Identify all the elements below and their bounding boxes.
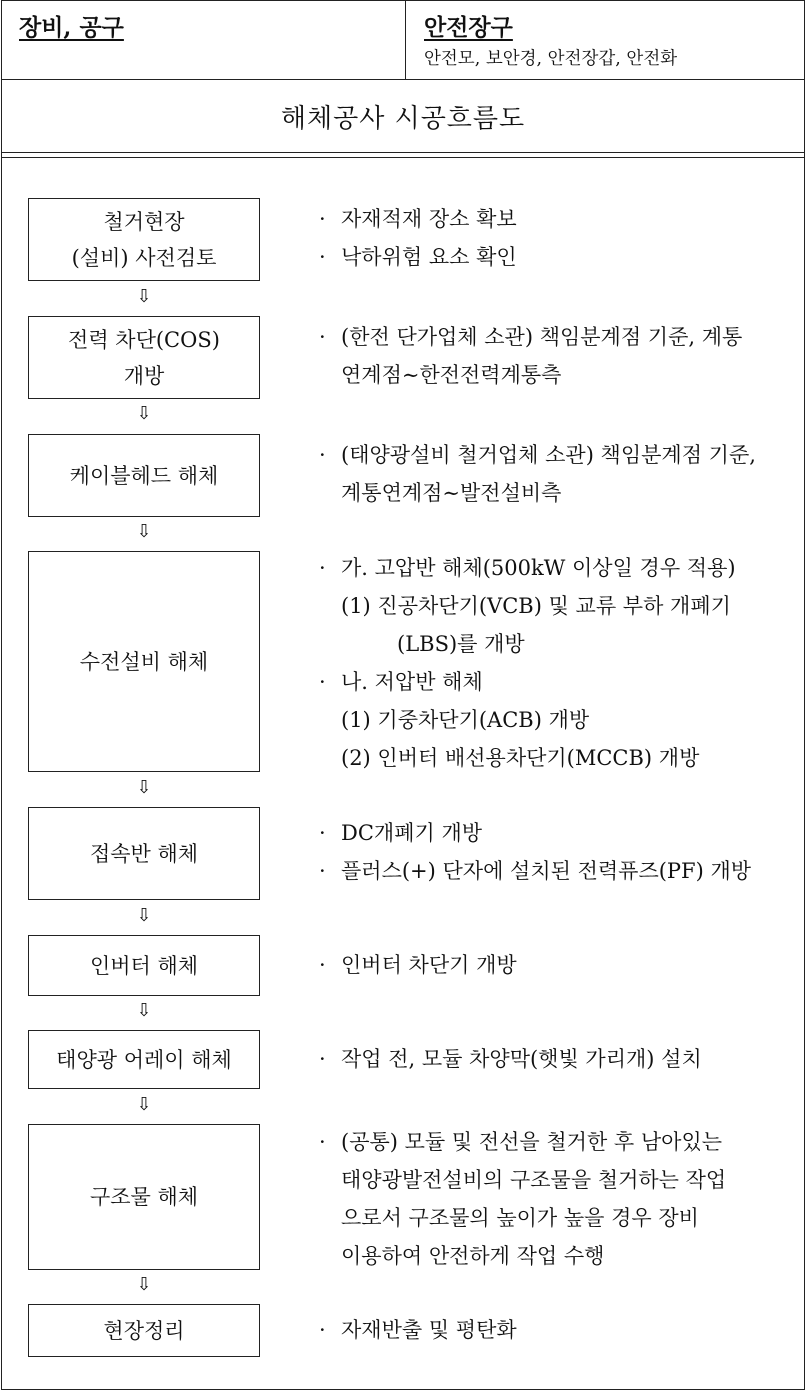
bullet: · bbox=[319, 953, 326, 977]
desc-line: (2) 인버터 배선용차단기(MCCB) 개방 bbox=[341, 746, 700, 770]
desc-line: (태양광설비 철거업체 소관) 책임분계점 기준, bbox=[341, 443, 756, 467]
safety-gear-title: 안전장구 bbox=[424, 14, 513, 41]
desc-line: 으로서 구조물의 높이가 높을 경우 장비 bbox=[341, 1206, 699, 1230]
step-desc-receiving-equipment bbox=[319, 549, 736, 777]
step-desc-cable-head bbox=[319, 436, 756, 512]
bullet: · bbox=[319, 859, 326, 883]
desc-line: 작업 전, 모듈 차양막(햇빛 가리개) 설치 bbox=[341, 1047, 702, 1071]
bullet: · bbox=[319, 325, 326, 349]
step-box-site-cleanup bbox=[28, 1304, 260, 1357]
bullet: · bbox=[319, 821, 326, 845]
header-safety-gear-cell bbox=[406, 1, 804, 80]
step-box-receiving-equipment bbox=[28, 551, 260, 772]
step-label: 케이블헤드 해체 bbox=[69, 463, 219, 488]
step-label: 수전설비 해체 bbox=[79, 649, 209, 674]
down-arrow-icon: ⇩ bbox=[136, 286, 152, 307]
step-box-cable-head bbox=[28, 434, 260, 517]
desc-line: 태양광발전설비의 구조물을 철거하는 작업 bbox=[341, 1168, 727, 1192]
desc-line: 자재반출 및 평탄화 bbox=[341, 1318, 517, 1342]
desc-line: DC개폐기 개방 bbox=[341, 821, 483, 845]
desc-line: 이용하여 안전하게 작업 수행 bbox=[341, 1244, 605, 1268]
bullet: · bbox=[319, 670, 326, 694]
desc-line: 가. 고압반 해체(500kW 이상일 경우 적용) bbox=[341, 556, 736, 580]
step-box-site-review bbox=[28, 198, 260, 281]
document-frame bbox=[1, 0, 805, 1390]
bullet: · bbox=[319, 245, 326, 269]
bullet: · bbox=[319, 207, 326, 231]
desc-line: (1) 진공차단기(VCB) 및 교류 부하 개폐기 bbox=[341, 594, 731, 618]
desc-line: 플러스(+) 단자에 설치된 전력퓨즈(PF) 개방 bbox=[341, 859, 752, 883]
step-label: 현장정리 bbox=[103, 1318, 185, 1343]
step-desc-solar-array bbox=[319, 1040, 702, 1078]
bullet: · bbox=[319, 1318, 326, 1342]
step-desc-site-cleanup bbox=[319, 1311, 517, 1349]
desc-line: (1) 기중차단기(ACB) 개방 bbox=[341, 708, 590, 732]
page-title: 해체공사 시공흐름도 bbox=[280, 104, 526, 134]
down-arrow-icon: ⇩ bbox=[136, 777, 152, 798]
step-desc-junction-box bbox=[319, 814, 751, 890]
step-label: 접속반 해체 bbox=[89, 841, 199, 866]
step-desc-inverter bbox=[319, 946, 517, 984]
step-desc-structure bbox=[319, 1123, 726, 1275]
bullet: · bbox=[319, 556, 326, 580]
step-box-solar-array bbox=[28, 1030, 260, 1089]
down-arrow-icon: ⇩ bbox=[136, 1094, 152, 1115]
bullet: · bbox=[319, 1047, 326, 1071]
bullet: · bbox=[319, 1130, 326, 1154]
desc-line: 인버터 차단기 개방 bbox=[341, 953, 517, 977]
step-label: 개방 bbox=[123, 363, 165, 388]
title-divider-bottom bbox=[2, 157, 804, 158]
bullet: · bbox=[319, 443, 326, 467]
step-label: 구조물 해체 bbox=[89, 1185, 199, 1209]
step-box-structure bbox=[28, 1124, 260, 1270]
step-label: 철거현장 bbox=[103, 209, 185, 234]
step-box-inverter bbox=[28, 935, 260, 996]
step-box-junction-box bbox=[28, 807, 260, 900]
desc-line: 자재적재 장소 확보 bbox=[341, 207, 517, 231]
step-label: (설비) 사전검토 bbox=[71, 245, 217, 270]
step-label: 태양광 어레이 해체 bbox=[56, 1047, 232, 1072]
down-arrow-icon: ⇩ bbox=[136, 403, 152, 424]
down-arrow-icon: ⇩ bbox=[136, 905, 152, 926]
down-arrow-icon: ⇩ bbox=[136, 1000, 152, 1021]
down-arrow-icon: ⇩ bbox=[136, 1274, 152, 1295]
step-desc-power-cutoff bbox=[319, 318, 742, 394]
desc-line: 나. 저압반 해체 bbox=[341, 670, 483, 694]
desc-line: 낙하위험 요소 확인 bbox=[341, 245, 517, 269]
step-desc-site-review bbox=[319, 200, 517, 276]
step-label: 인버터 해체 bbox=[89, 953, 199, 978]
title-divider-top bbox=[2, 152, 804, 153]
step-box-power-cutoff bbox=[28, 316, 260, 399]
desc-line: (공통) 모듈 및 전선을 철거한 후 남아있는 bbox=[341, 1130, 723, 1154]
desc-line: 계통연계점∼발전설비측 bbox=[341, 481, 562, 505]
safety-gear-items: 안전모, 보안경, 안전장갑, 안전화 bbox=[424, 49, 678, 69]
desc-line: (LBS)를 개방 bbox=[397, 632, 525, 656]
step-label: 전력 차단(COS) bbox=[68, 327, 220, 352]
header-equipment-cell bbox=[2, 1, 406, 80]
desc-line: 연계점∼한전전력계통측 bbox=[341, 363, 562, 387]
desc-line: (한전 단가업체 소관) 책임분계점 기준, 계통 bbox=[341, 325, 743, 349]
down-arrow-icon: ⇩ bbox=[136, 521, 152, 542]
equipment-title: 장비, 공구 bbox=[19, 14, 124, 41]
